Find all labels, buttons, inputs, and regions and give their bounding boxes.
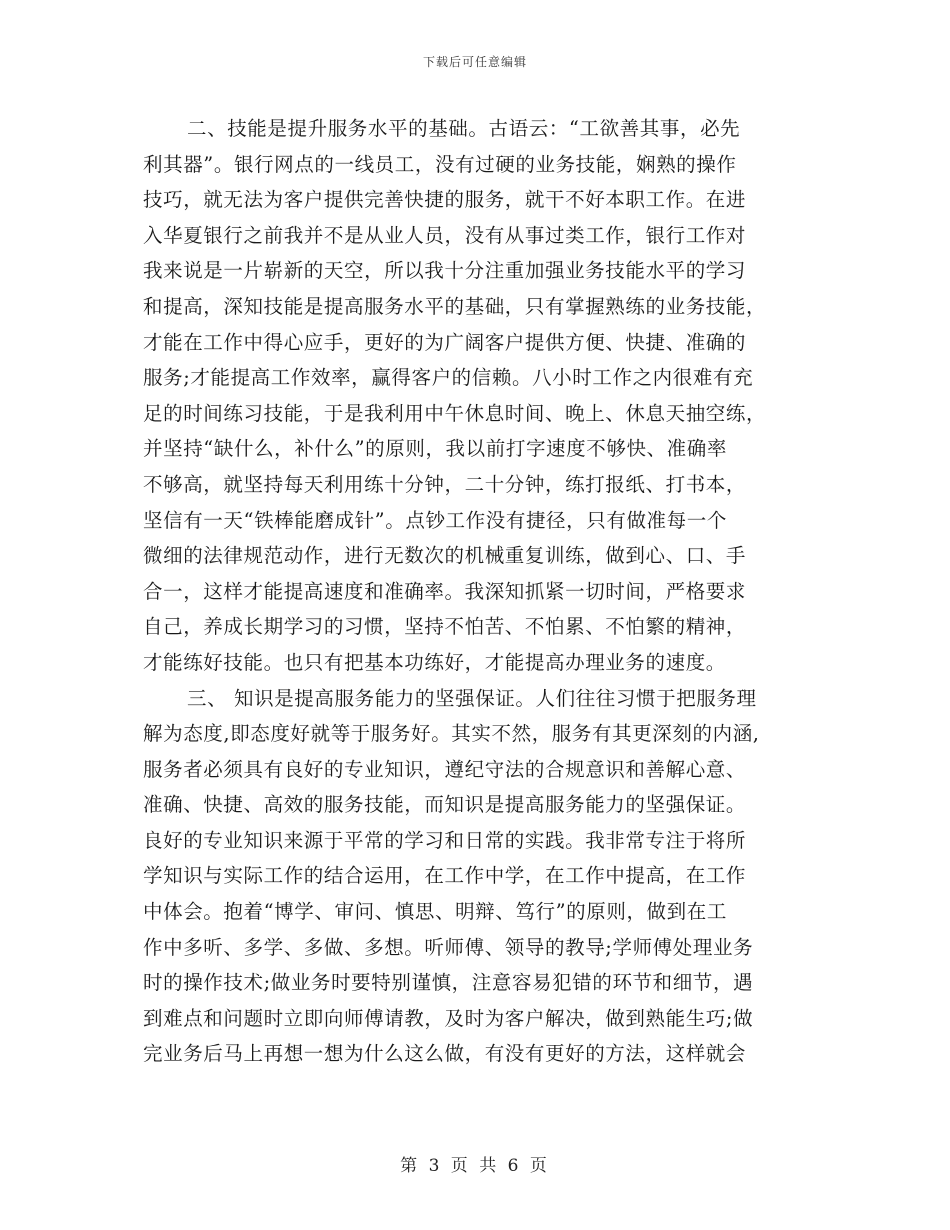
paragraph-line: 完业务后马上再想一想为什么这么做，有没有更好的方法，这样就会: [143, 1042, 747, 1066]
paragraph-line: 入华夏银行之前我并不是从业人员，没有从事过类工作，银行工作对: [143, 223, 747, 247]
paragraph-line: 我来说是一片崭新的天空，所以我十分注重加强业务技能水平的学习: [143, 259, 747, 283]
document-body: [143, 111, 823, 1072]
paragraph-line: 坚信有一天“铁棒能磨成针”。点钞工作没有捷径，只有做准每一个: [143, 508, 727, 532]
paragraph-line: 学知识与实际工作的结合运用，在工作中学，在工作中提高，在工作: [143, 864, 747, 888]
paragraph-line: 准确、快捷、高效的服务技能，而知识是提高服务能力的坚强保证。: [143, 793, 747, 817]
paragraph-line: 足的时间练习技能，于是我利用中午休息时间、晚上、休息天抽空练，: [143, 401, 767, 425]
paragraph-line: 合一，这样才能提高速度和准确率。我深知抓紧一切时间，严格要求: [143, 579, 747, 603]
paragraph-line: 自己，养成长期学习的习惯，坚持不怕苦、不怕累、不怕繁的精神，: [143, 615, 747, 639]
paragraph-line: 利其器”。银行网点的一线员工，没有过硬的业务技能，娴熟的操作: [143, 152, 737, 176]
paragraph-line: 解为态度,即态度好就等于服务好。其实不然，服务有其更深刻的内涵,: [143, 722, 760, 746]
paragraph-line: 并坚持“缺什么，补什么”的原则，我以前打字速度不够快、准确率: [143, 437, 727, 461]
paragraph-line: 技巧，就无法为客户提供完善快捷的服务，就干不好本职工作。在进: [143, 188, 747, 212]
paragraph-line: 微细的法律规范动作，进行无数次的机械重复训练，做到心、口、手: [143, 544, 747, 568]
paragraph-line: 服务者必须具有良好的专业知识，遵纪守法的合规意识和善解心意、: [143, 757, 747, 781]
page-footer: 第 3 页 共 6 页: [400, 1156, 550, 1176]
paragraph-line: 到难点和问题时立即向师傅请教，及时为客户解决，做到熟能生巧;做: [143, 1006, 754, 1030]
paragraph-line: 良好的专业知识来源于平常的学习和日常的实践。我非常专注于将所: [143, 828, 747, 852]
paragraph-line: 时的操作技术;做业务时要特别谨慎，注意容易犯错的环节和细节，遇: [143, 971, 754, 995]
paragraph-line: 作中多听、多学、多做、多想。听师傅、领导的教导;学师傅处理业务: [143, 935, 754, 959]
paragraph-line: 三、 知识是提高服务能力的坚强保证。人们往往习惯于把服务理: [187, 686, 757, 710]
paragraph-line: 二、技能是提升服务水平的基础。古语云：“工欲善其事，必先: [187, 117, 741, 140]
page-header: 下载后可任意编辑: [422, 55, 527, 69]
paragraph-line: 才能在工作中得心应手，更好的为广阔客户提供方便、快捷、准确的: [143, 330, 747, 354]
paragraph-line: 才能练好技能。也只有把基本功练好，才能提高办理业务的速度。: [143, 650, 726, 674]
paragraph-line: 和提高，深知技能是提高服务水平的基础，只有掌握熟练的业务技能，: [143, 294, 767, 318]
paragraph-line: 服务;才能提高工作效率，赢得客户的信赖。八小时工作之内很难有充: [143, 366, 754, 390]
paragraph-line: 不够高，就坚持每天利用练十分钟，二十分钟，练打报纸、打书本，: [143, 472, 747, 496]
paragraph-line: 中体会。抱着“博学、审问、慎思、明辩、笃行”的原则，做到在工: [143, 900, 727, 924]
